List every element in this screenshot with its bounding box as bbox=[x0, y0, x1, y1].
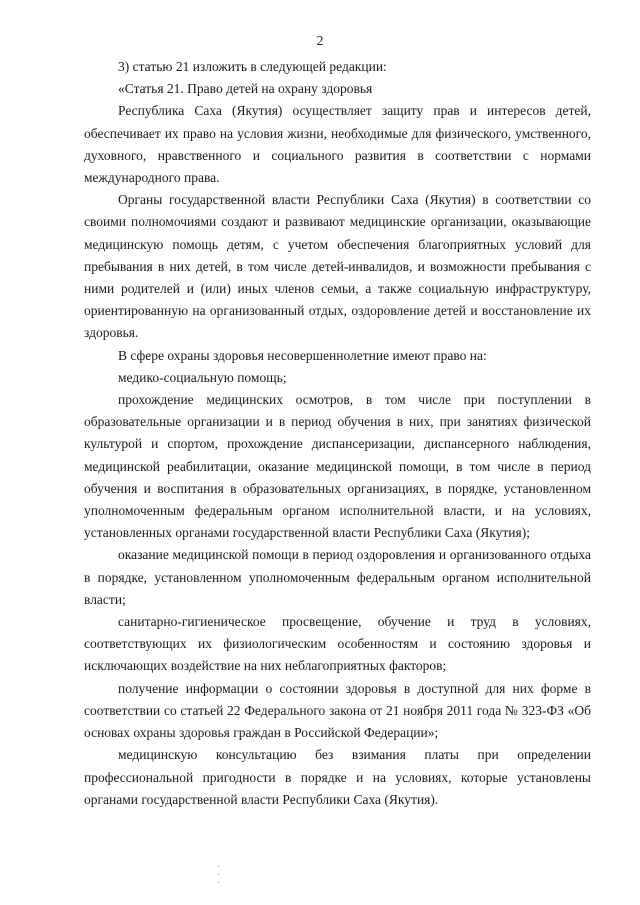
amendment-intro: 3) статью 21 изложить в следующей редакции: bbox=[118, 59, 387, 74]
scan-speck bbox=[218, 866, 219, 867]
list-item-health-information: получение информации о состоянии здоровья в доступной для них форме в соответствии со статьей 22 Федерального закона от 21 ноября 2011 года № 323-ФЗ «Об основах охраны здоровья граждан в Российской Федерации»; bbox=[84, 680, 591, 741]
scan-speck bbox=[218, 882, 219, 883]
list-item-medical-social-help: медико-социальную помощь; bbox=[118, 369, 287, 385]
article-heading: «Статья 21. Право детей на охрану здоровья bbox=[118, 81, 373, 97]
list-item-medical-examinations: прохождение медицинских осмотров, в том числе при поступлении в образовательные организации и в период обучения в них, при занятиях физической культурой и спортом, прохождение диспансеризации, диспансерного наблюдения, медицинской реабилитации, оказание медицинской помощи, в том числе в период обучения и воспитания в образовательных организациях, в порядке, установленном уполномоченным федеральным органом исполнительной власти, и на условиях, установленных органами государственной власти Республики Саха (Якутия); bbox=[84, 392, 591, 541]
paragraph-medical-organizations: Органы государственной власти Республики Саха (Якутия) в соответствии со своими полномочиями создают и развивают медицинские организации, оказывающие медицинскую помощь детям, с учетом обеспечения благоприятных условий для пребывания в них детей, в том числе детей-инвалидов, и возможности пребывания с ними родителей и (или) иных членов семьи, а также социальную инфраструктуру, ориентированную на организованный отдых, оздоровление детей и восстановление их здоровья. bbox=[84, 192, 591, 341]
paragraph-minors-rights-intro: В сфере охраны здоровья несовершеннолетние имеют право на: bbox=[118, 347, 487, 363]
paragraph-rights-protection: Республика Саха (Якутия) осуществляет защиту прав и интересов детей, обеспечивает их право на условия жизни, необходимые для физического, умственного, духовного, нравственного и социального развития в соответствии с нормами международного права. bbox=[84, 103, 591, 186]
list-item-sanitary-education: санитарно-гигиеническое просвещение, обучение и труд в условиях, соответствующих их физиологическим особенностям и состоянию здоровья и исключающих воздействие на них неблагоприятных факторов; bbox=[84, 614, 591, 674]
list-item-free-consultation: медицинскую консультацию без взимания платы при определении профессиональной пригодности в порядке и на условиях, которые установлены органами государственной власти Республики Саха (Якутия). bbox=[84, 747, 591, 807]
list-item-medical-help-recreation: оказание медицинской помощи в период оздоровления и организованного отдыха в порядке, установленном уполномоченным федеральным органом исполнительной власти; bbox=[84, 547, 591, 607]
document-body bbox=[84, 56, 591, 811]
scan-speck bbox=[218, 874, 219, 875]
page-number: 2 bbox=[316, 33, 324, 48]
